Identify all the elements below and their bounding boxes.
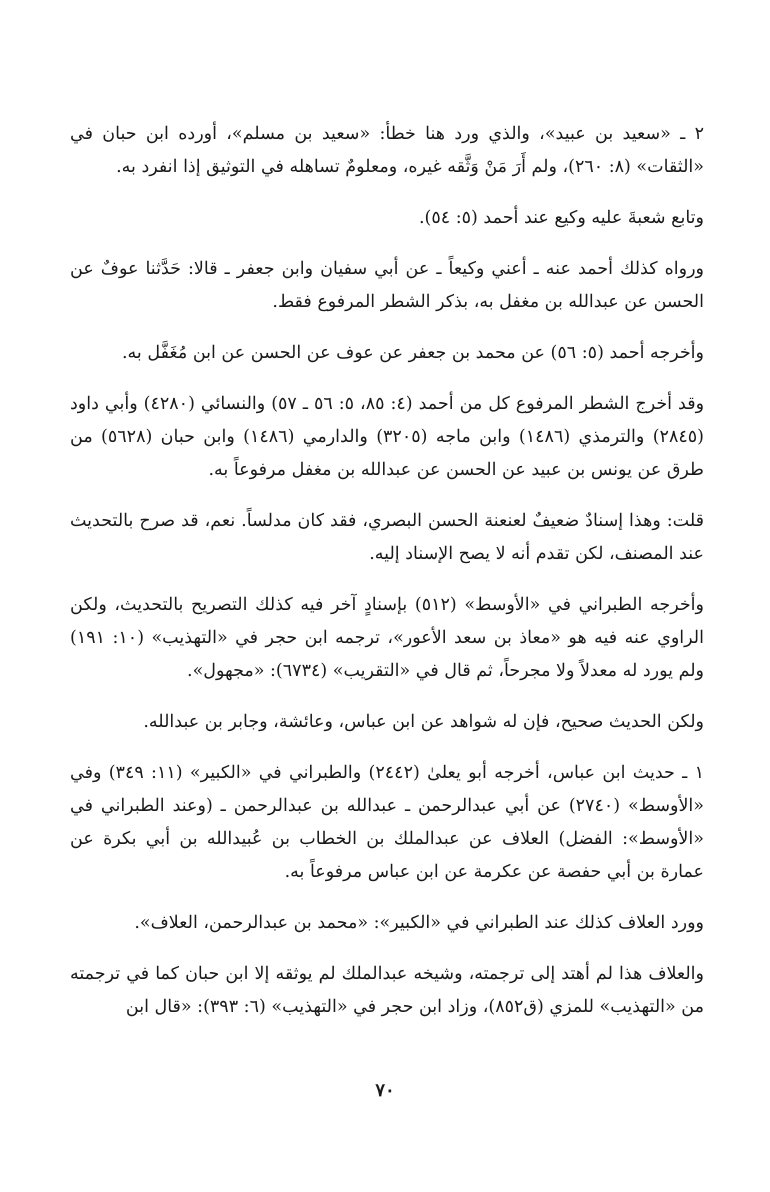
paragraph: ولكن الحديث صحيح، فإن له شواهد عن ابن عباس، وعائشة، وجابر بن عبدالله. [143,712,704,732]
paragraph: وأخرجه الطبراني في «الأوسط» (٥١٢) بإسنادٍ آخر فيه كذلك التصريح بالتحديث، ولكن الراوي عنه فيه هو «معاذ بن سعد الأعور»، ترجمه ابن حجر في «التهذيب» (١٠: ١٩١) ولم يورد له معدلاً ولا مجرحاً، ثم قال في «التقريب» (٦٧٣٤): «مجهول». [70,595,705,681]
paragraph: ١ ـ حديث ابن عباس، أخرجه أبو يعلىٰ (٢٤٤٢) والطبراني في «الكبير» (١١: ٣٤٩) وفي «الأوسط» (٢٧٤٠) عن أبي عبدالرحمن ـ عبدالله بن عبدالرحمن ـ (وعند الطبراني في «الأوسط»: الفضل) العلاف عن عبدالملك بن الخطاب بن عُبيدالله بن أبي بكرة عن عمارة بن أبي حفصة عن عكرمة عن ابن عباس مرفوعاً به. [70,763,704,882]
page-body [70,118,704,1042]
paragraph: ٢ ـ «سعيد بن عبيد»، والذي ورد هنا خطأ: «سعيد بن مسلم»، أورده ابن حبان في «الثقات» (٨: ٢٦٠)، ولم أَرَ مَنْ وَثَّقه غيره، ومعلومٌ تساهله في التوثيق إذا انفرد به. [70,124,704,177]
page-number: ٧٠ [375,1080,395,1101]
paragraph: والعلاف هذا لم أهتد إلى ترجمته، وشيخه عبدالملك لم يوثقه إلا ابن حبان كما في ترجمته من «التهذيب» للمزي (ق٨٥٢)، وزاد ابن حجر في «التهذيب» (٦: ٣٩٣): «قال ابن [70,964,704,1017]
paragraph: وقد أخرج الشطر المرفوع كل من أحمد (٤: ٨٥، ٥: ٥٦ ـ ٥٧) والنسائي (٤٢٨٠) وأبي داود (٢٨٤٥) والترمذي (١٤٨٦) وابن ماجه (٣٢٠٥) والدارمي (١٤٨٦) وابن حبان (٥٦٢٨) من طرق عن يونس بن عبيد عن الحسن عن عبدالله بن مغفل مرفوعاً به. [70,394,705,480]
page-mark [198,100,199,101]
paragraph: وأخرجه أحمد (٥: ٥٦) عن محمد بن جعفر عن عوف عن الحسن عن ابن مُغَفَّل به. [121,343,704,363]
paragraph: ورواه كذلك أحمد عنه ـ أعني وكيعاً ـ عن أبي سفيان وابن جعفر ـ قالا: حَدَّثنا عوفٌ عن الحسن عن عبدالله بن مغفل به، بذكر الشطر المرفوع فقط. [70,259,704,312]
paragraph: وتابع شعبةَ عليه وكيع عند أحمد (٥: ٥٤). [418,208,704,228]
paragraph: قلت: وهذا إسنادٌ ضعيفٌ لعنعنة الحسن البصري، فقد كان مدلساً. نعم، قد صرح بالتحديث عند المصنف، لكن تقدم أنه لا يصح الإسناد إليه. [70,511,704,564]
paragraph: وورد العلاف كذلك عند الطبراني في «الكبير»: «محمد بن عبدالرحمن، العلاف». [134,913,704,933]
